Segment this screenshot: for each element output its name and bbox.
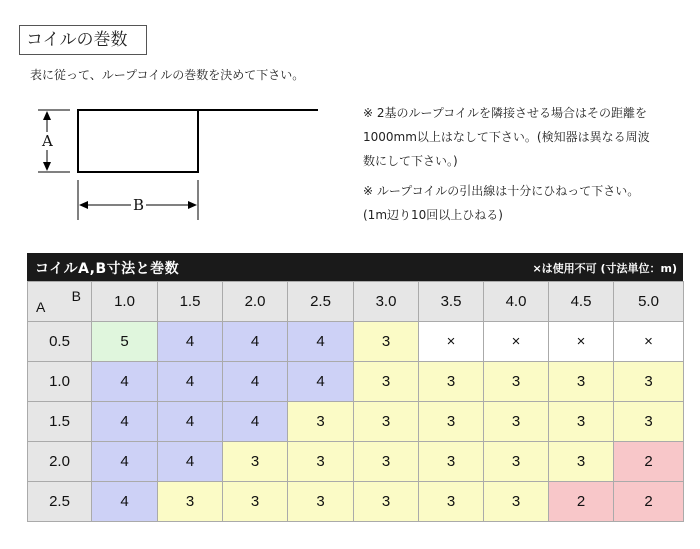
turns-cell: 4 (158, 322, 223, 362)
turns-cell: 3 (223, 482, 288, 522)
dim-a-arrow-down (43, 162, 51, 171)
note-line: ※ ループコイルの引出線は十分にひねって下さい。 (363, 184, 640, 198)
table-unit-note: ×は使用不可 (寸法単位：m) (532, 262, 677, 275)
turns-cell: × (614, 322, 684, 362)
turns-cell: 4 (223, 402, 288, 442)
column-header-b: 2.5 (288, 282, 354, 322)
note-line: 数にして下さい。) (363, 154, 458, 168)
turns-cell: 4 (223, 362, 288, 402)
turns-cell: 3 (484, 482, 549, 522)
turns-cell: × (419, 322, 484, 362)
table-header-bar (27, 253, 683, 281)
turns-cell: 4 (223, 322, 288, 362)
page-title: コイルの巻数 (19, 25, 147, 55)
turns-cell: 4 (158, 402, 223, 442)
turns-cell: 4 (288, 322, 354, 362)
turns-cell: 5 (92, 322, 158, 362)
turns-cell: 3 (354, 482, 419, 522)
table-title: コイルA,B寸法と巻数 (35, 261, 180, 277)
column-header-b: 2.0 (223, 282, 288, 322)
row-header-a: 1.0 (28, 362, 92, 402)
turns-cell: 2 (614, 482, 684, 522)
row-header-a: 1.5 (28, 402, 92, 442)
note-line: ※ 2基のループコイルを隣接させる場合はその距離を (363, 106, 647, 120)
row-header-a: 0.5 (28, 322, 92, 362)
table-row (28, 402, 684, 442)
turns-cell: 3 (223, 442, 288, 482)
turns-cell: 3 (419, 442, 484, 482)
table-row (28, 482, 684, 522)
turns-cell: 3 (354, 322, 419, 362)
turns-cell: 4 (92, 362, 158, 402)
dim-b-arrow-right (188, 201, 197, 209)
dim-a-arrow-up (43, 111, 51, 120)
turns-cell: 2 (549, 482, 614, 522)
column-header-b: 3.0 (354, 282, 419, 322)
turns-cell: 4 (158, 442, 223, 482)
turns-cell: 3 (288, 402, 354, 442)
dim-b-label: B (133, 196, 145, 214)
coil-turns-table (27, 281, 684, 522)
turns-cell: 4 (158, 362, 223, 402)
corner-cell (28, 282, 92, 322)
turns-cell: 3 (549, 362, 614, 402)
table-row (28, 362, 684, 402)
column-header-b: 4.5 (549, 282, 614, 322)
turns-cell: 3 (419, 362, 484, 402)
turns-cell: × (484, 322, 549, 362)
note-line: 1000mm以上はなして下さい。(検知器は異なる周波 (363, 130, 650, 144)
table-header-row (28, 282, 684, 322)
turns-cell: 3 (419, 482, 484, 522)
turns-cell: 4 (288, 362, 354, 402)
notes (363, 101, 693, 227)
column-header-b: 4.0 (484, 282, 549, 322)
turns-cell: 3 (549, 402, 614, 442)
column-header-b: 1.0 (92, 282, 158, 322)
turns-cell: 3 (549, 442, 614, 482)
turns-cell: × (549, 322, 614, 362)
row-header-a: 2.0 (28, 442, 92, 482)
turns-cell: 3 (354, 362, 419, 402)
turns-cell: 3 (484, 362, 549, 402)
turns-cell: 4 (92, 402, 158, 442)
table-row (28, 442, 684, 482)
coil-rectangle (78, 110, 198, 172)
column-header-b: 5.0 (614, 282, 684, 322)
turns-cell: 3 (288, 442, 354, 482)
dim-b-arrow-left (79, 201, 88, 209)
note-line: (1m辺り10回以上ひねる) (363, 208, 503, 222)
turns-cell: 3 (419, 402, 484, 442)
turns-cell: 3 (614, 362, 684, 402)
turns-cell: 3 (614, 402, 684, 442)
column-header-b: 1.5 (158, 282, 223, 322)
corner-b-label: B (71, 288, 81, 304)
turns-cell: 3 (484, 402, 549, 442)
table-row (28, 322, 684, 362)
turns-cell: 3 (354, 442, 419, 482)
turns-cell: 2 (614, 442, 684, 482)
turns-cell: 3 (354, 402, 419, 442)
turns-cell: 3 (288, 482, 354, 522)
dim-a-label: A (42, 132, 53, 150)
turns-cell: 3 (158, 482, 223, 522)
corner-a-label: A (36, 299, 46, 315)
column-header-b: 3.5 (419, 282, 484, 322)
turns-cell: 4 (92, 482, 158, 522)
intro-text: 表に従って、ループコイルの巻数を決めて下さい。 (30, 68, 305, 82)
coil-diagram (28, 100, 328, 225)
turns-cell: 4 (92, 442, 158, 482)
row-header-a: 2.5 (28, 482, 92, 522)
turns-cell: 3 (484, 442, 549, 482)
